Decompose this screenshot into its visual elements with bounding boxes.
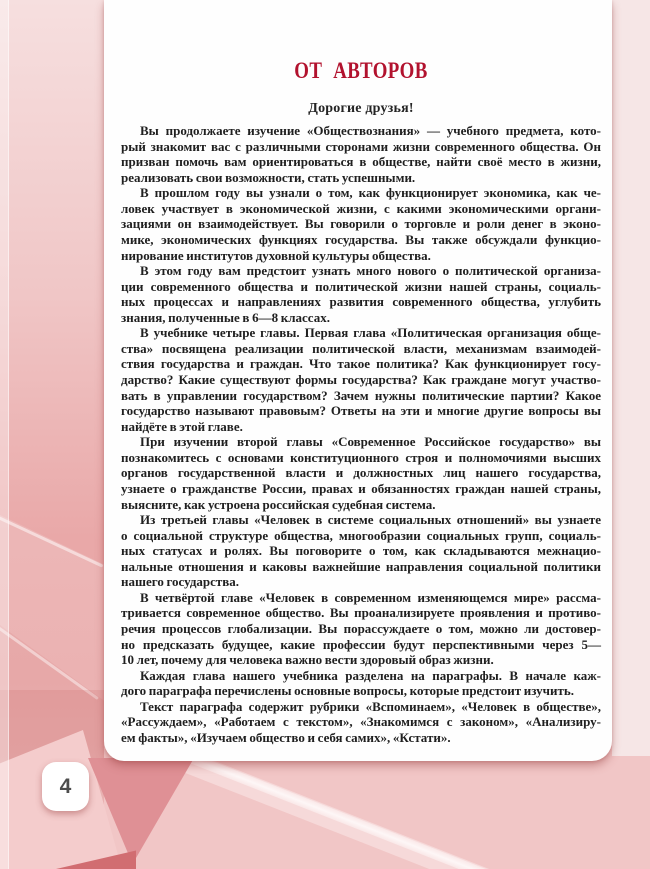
text-line: ции современного общества и политической жизни нашей страны, социаль- [121,278,601,294]
text-line: нирование институтов духовной культуры общества. [121,247,431,263]
text-line: В четвёртой главе «Человек в современном изменяющемся мире» рассма- [140,589,601,605]
text-line: нальные отношения и каковы важнейшие направления социальной политики [121,558,601,574]
text-line: познакомитесь с основами конституционного строя и полномочиями высших [121,449,601,465]
text-line: Вы продолжаете изучение «Обществознания» — учебного предмета, кото- [140,123,601,138]
text-line: ных статусах и ролях. Вы поговорите о том, как складываются межнацио- [121,543,601,559]
text-line: государство называют правовым? Ответы на эти и многие другие вопросы вы [121,403,601,419]
text-line: знания, полученные в 6—8 классах. [121,309,330,325]
paragraph [121,325,601,434]
text-line: тривается современное общество. Вы проанализируете проявления и противо- [121,605,601,621]
text-line: органов государственной власти и должностных лиц нашего государства, [121,465,601,481]
text-line: Текст параграфа содержит рубрики «Вспоминаем», «Человек в обществе», [140,698,601,714]
paragraph [121,668,601,699]
text-line: вать в управлении государством? Зачем нужны политические партии? Какое [121,387,601,403]
text-line: «Рассуждаем», «Работаем с текстом», «Знакомимся с законом», «Анализиру- [121,714,601,730]
paragraph [121,590,601,668]
text-line: призван помочь вам ориентироваться в обществе, найти своё место в жизни, [121,154,601,170]
paragraph [121,185,601,263]
paragraph [121,699,601,746]
text-line: При изучении второй главы «Современное Российское государство» вы [140,434,601,450]
text-line: дарство? Какие существуют формы государства? Как граждане могут участво- [121,372,601,387]
paragraph [121,434,601,512]
text-line: ствия государства и граждан. Что такое политика? Как функционирует госу- [121,356,601,372]
page-title: ОТ АВТОРОВ [294,58,428,83]
content-panel [104,0,612,761]
text-line: о социальной структуре общества, многообразии социальных групп, социаль- [121,527,601,543]
text-line: речия процессов глобализации. Вы порассуждаете о том, можно ли достовер- [121,621,601,636]
text-line: 10 лет, почему для человека важно вести здоровый образ жизни. [121,652,494,668]
page-number: 4 [59,774,72,798]
text-line: нашего государства. [121,574,240,590]
paragraph [121,512,601,590]
text-line: но предсказать будущее, какие профессии будут перспективными через 5— [121,636,601,652]
text-line: реализовать свои возможности, стать успешными. [121,169,416,185]
background-left-column [0,0,104,869]
page-edge-highlight [0,0,9,869]
background-right-strip [612,0,650,762]
text-line: Каждая глава нашего учебника разделена на параграфы. В начале каж- [140,667,601,683]
text-line: В прошлом году вы узнали о том, как функционирует экономика, как че- [140,185,601,201]
text-line: ства» посвящена реализации политической власти, механизмам взаимодей- [121,340,601,356]
greeting-heading: Дорогие друзья! [308,101,414,116]
text-line: В этом году вам предстоит узнать много нового о политической организа- [140,263,601,279]
body-text [121,123,601,746]
text-line: выясните, как устроена российская судебная система. [121,496,436,512]
paragraph [121,263,601,325]
text-line: зациями он взаимодействует. Вы говорили о торговле и роли денег в эконо- [121,216,601,232]
text-line: дого параграфа перечислены основные вопросы, которые предстоит изучить. [121,683,575,699]
text-line: ловек участвует в экономической жизни, с какими экономическими органи- [121,200,601,216]
text-line: Из третьей главы «Человек в системе социальных отношений» вы узнаете [140,512,601,528]
text-line: ных процессах и направлениях развития современного общества, углубить [121,294,601,310]
text-line: узнаете о гражданстве России, правах и обязанностях граждан нашей страны, [121,480,601,496]
background-bottom-band [104,756,650,869]
text-line: мике, экономических функциях государства. Вы также обсуждали функцио- [121,231,601,247]
text-line: В учебнике четыре главы. Первая глава «Политическая организация обще- [140,325,601,341]
text-line: ем факты», «Изучаем общество и себя самих», «Кстати». [121,729,451,745]
text-line: найдёте в этой главе. [121,418,243,434]
paragraph [121,123,601,185]
page-number-badge [42,762,89,811]
text-line: рый знакомит вас с различными сторонами жизни современного общества. Он [121,138,601,154]
